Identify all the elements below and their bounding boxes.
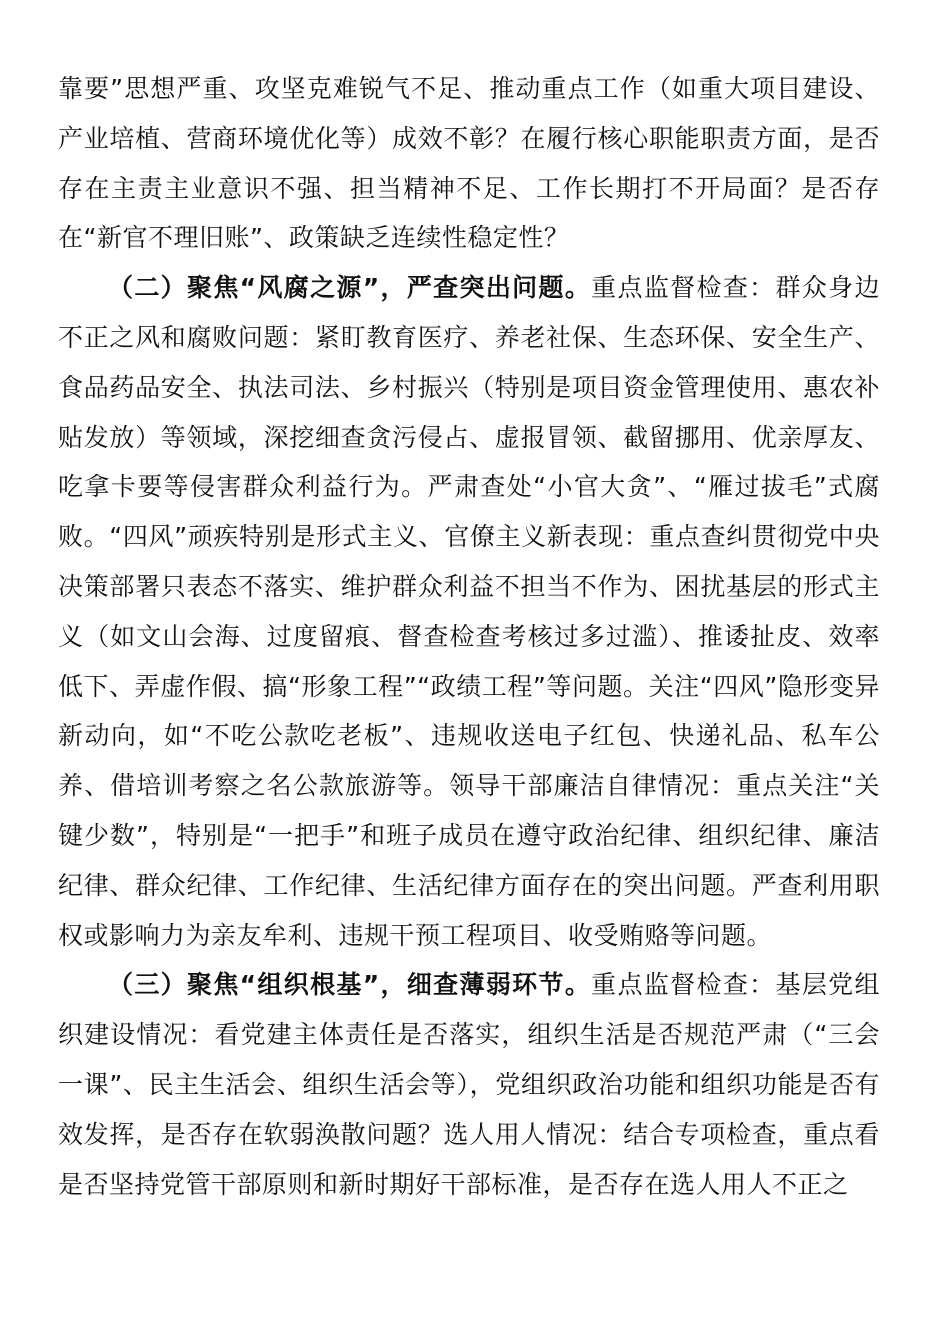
- section-heading-3: （三）聚焦“组织根基”，细查薄弱环节。: [108, 970, 592, 1000]
- paragraph-section-3: [58, 960, 880, 1209]
- paragraph-text: 靠要”思想严重、攻坚克难锐气不足、推动重点工作（如重大项目建设、产业培植、营商环境优化等）成效不彰？在履行核心职能职责方面，是否存在主责主业意识不强、担当精神不足、工作长期打不开局面？是否存在“新官不理旧账”、政策缺乏连续性稳定性？: [58, 74, 880, 253]
- paragraph-text: 重点监督检查：基层党组织建设情况：看党建主体责任是否落实，组织生活是否规范严肃（“三会一课”、民主生活会、组织生活会等），党组织政治功能和组织功能是否有效发挥，是否存在软弱涣散问题？选人用人情况：结合专项检查，重点看是否坚持党管干部原则和新时期好干部标准，是否存在选人用人不正之: [58, 970, 880, 1199]
- document-body: [58, 64, 880, 1209]
- paragraph-text: 重点监督检查：群众身边不正之风和腐败问题：紧盯教育医疗、养老社保、生态环保、安全生产、食品药品安全、执法司法、乡村振兴（特别是项目资金管理使用、惠农补贴发放）等领域，深挖细查贪污侵占、虚报冒领、截留挪用、优亲厚友、吃拿卡要等侵害群众利益行为。严肃查处“小官大贪”、“雁过拔毛”式腐败。“四风”顽疾特别是形式主义、官僚主义新表现：重点查纠贯彻党中央决策部署只表态不落实、维护群众利益不担当不作为、困扰基层的形式主义（如文山会海、过度留痕、督查检查考核过多过滥）、推诿扯皮、效率低下、弄虚作假、搞“形象工程”“政绩工程”等问题。关注“四风”隐形变异新动向，如“不吃公款吃老板”、违规收送电子红包、快递礼品、私车公养、借培训考察之名公款旅游等。领导干部廉洁自律情况：重点关注“关键少数”，特别是“一把手”和班子成员在遵守政治纪律、组织纪律、廉洁纪律、群众纪律、工作纪律、生活纪律方面存在的突出问题。严查利用职权或影响力为亲友牟利、违规干预工程项目、收受贿赂等问题。: [58, 273, 880, 950]
- paragraph-section-2: [58, 263, 880, 960]
- paragraph-continuation: [58, 64, 880, 263]
- section-heading-2: （二）聚焦“风腐之源”，严查突出问题。: [108, 273, 592, 303]
